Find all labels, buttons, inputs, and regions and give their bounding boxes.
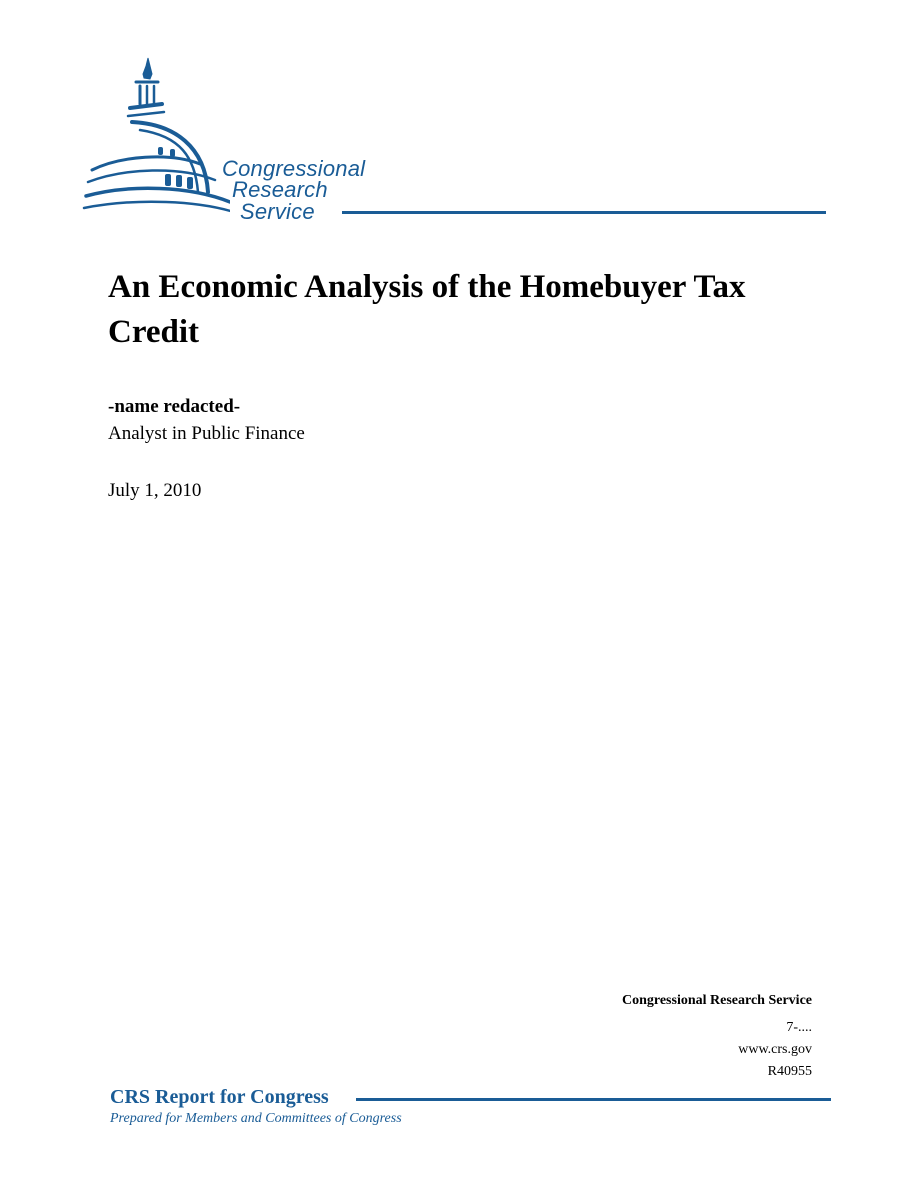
logo-text-service: Service — [240, 199, 315, 224]
logo-rule — [342, 211, 826, 214]
crs-report-number: R40955 — [767, 1064, 812, 1079]
footer-subtitle: Prepared for Members and Committees of Congress — [110, 1111, 402, 1126]
capitol-dome-icon — [80, 52, 230, 227]
crs-phone: 7-.... — [786, 1020, 812, 1035]
logo-text-research: Research — [232, 177, 328, 202]
author-name: -name redacted- — [108, 396, 241, 417]
crs-logo — [80, 52, 840, 227]
report-date: July 1, 2010 — [108, 480, 202, 501]
author-role: Analyst in Public Finance — [108, 423, 305, 444]
crs-org-name: Congressional Research Service — [621, 993, 812, 1008]
footer-rule — [356, 1098, 831, 1101]
report-title: An Economic Analysis of the Homebuyer Tax Credit — [108, 269, 746, 350]
logo-text-congressional: Congressional — [222, 156, 366, 181]
footer-title: CRS Report for Congress — [110, 1086, 329, 1108]
crs-website: www.crs.gov — [738, 1042, 812, 1057]
crs-contact-block — [622, 990, 812, 1083]
